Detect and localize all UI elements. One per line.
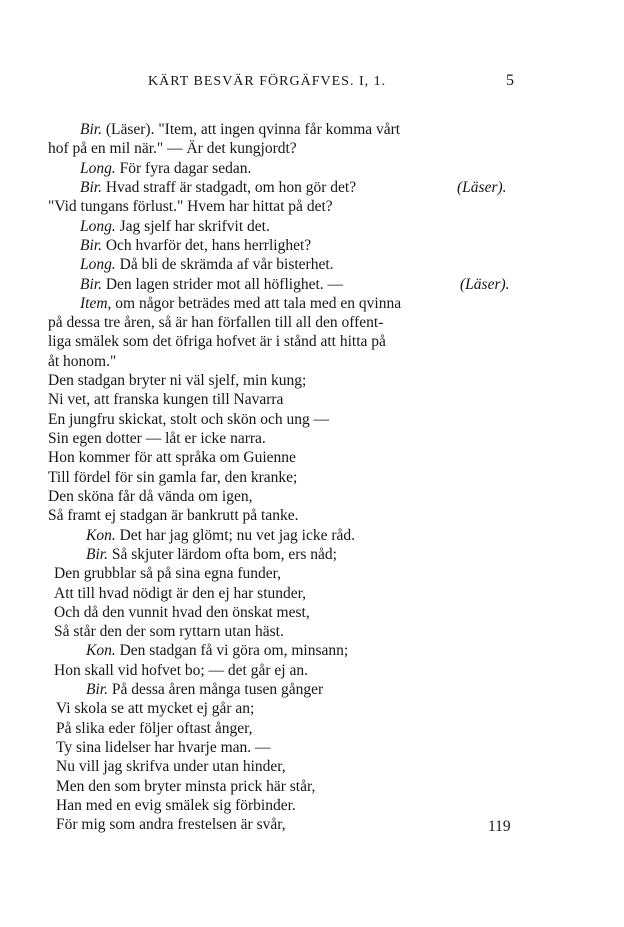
stage-direction: (Läser). — [460, 275, 510, 293]
line-text: Den lagen strider mot all höflighet. — — [101, 275, 344, 293]
line-text: Till fördel för sin gamla far, den kranke; — [48, 468, 298, 486]
line-text: Hon kommer för att språka om Guienne — [48, 449, 296, 467]
text-line — [0, 680, 624, 699]
text-line — [0, 641, 624, 660]
text-line — [0, 603, 624, 622]
line-text: Den stadgan få vi göra om, minsann; — [115, 642, 349, 660]
text-line — [0, 371, 624, 390]
text-line — [0, 777, 624, 796]
line-text: Nu vill jag skrifva under utan hinder, — [56, 758, 286, 776]
text-line — [0, 738, 624, 757]
line-text: Han med en evig smälek sig förbinder. — [56, 796, 296, 814]
page-number: 5 — [506, 72, 514, 89]
play-text — [0, 120, 624, 835]
text-line — [0, 448, 624, 467]
text-line — [0, 159, 624, 178]
line-text: Ty sina lidelser har hvarje man. — — [56, 739, 271, 756]
page-header — [0, 74, 624, 98]
text-line — [0, 506, 624, 525]
line-text: Så skjuter lärdom ofta bom, ers nåd; — [107, 545, 337, 563]
line-text: Då bli de skrämda af vår bisterhet. — [115, 256, 334, 274]
line-text: om någor beträdes med att tala med en qvinna — [111, 294, 402, 312]
text-line — [0, 545, 624, 564]
speaker-name: Kon. — [86, 642, 116, 660]
line-text: För mig som andra frestelsen är svår, — [56, 816, 286, 834]
line-text: Hvad straff är stadgadt, om hon gör det? — [101, 178, 357, 196]
line-text: Och hvarför det, hans herrlighet? — [101, 236, 312, 254]
text-line — [0, 178, 624, 197]
running-title: KÄRT BESVÄR FÖRGÄFVES. I, 1. — [148, 74, 387, 89]
text-line — [0, 236, 624, 255]
speaker-name: Long. — [80, 256, 116, 274]
speaker-name: Long. — [80, 159, 116, 177]
speaker-name: Bir. — [80, 121, 102, 138]
text-line — [0, 815, 624, 834]
text-line — [0, 275, 624, 294]
speaker-name: Long. — [80, 217, 116, 235]
line-text: Men den som bryter minsta prick här står, — [56, 777, 316, 795]
text-line — [0, 197, 624, 216]
speaker-name: Item, — [80, 294, 112, 312]
text-line — [0, 487, 624, 506]
text-line — [0, 429, 624, 448]
speaker-name: Bir. — [86, 545, 108, 563]
speaker-name: Bir. — [86, 681, 108, 699]
text-line — [0, 584, 624, 603]
line-text: Vi skola se att mycket ej går an; — [56, 700, 255, 718]
text-line — [0, 390, 624, 409]
line-text: Det har jag glömt; nu vet jag icke råd. — [115, 526, 356, 544]
text-line — [0, 468, 624, 487]
line-text: åt honom." — [48, 352, 117, 370]
line-text: Jag sjelf har skrifvit det. — [115, 217, 270, 235]
line-text: Den sköna får då vända om igen, — [48, 487, 253, 505]
line-text: Hon skall vid hofvet bo; — det går ej an. — [54, 661, 308, 679]
text-line — [0, 217, 624, 236]
speaker-name: Bir. — [80, 236, 102, 254]
text-line — [0, 255, 624, 274]
line-text: Så framt ej stadgan är bankrutt på tanke. — [48, 507, 299, 525]
text-line — [0, 757, 624, 776]
line-text: på dessa tre åren, så är han förfallen till all den offent- — [48, 314, 384, 332]
text-line — [0, 622, 624, 641]
text-line — [0, 294, 624, 313]
text-line — [0, 352, 624, 371]
text-line — [0, 526, 624, 545]
line-text: På dessa åren många tusen gånger — [107, 681, 324, 699]
speaker-name: Bir. — [80, 275, 102, 293]
line-text: liga smälek som det öfriga hofvet är i stånd att hitta på — [48, 333, 386, 351]
text-line — [0, 313, 624, 332]
line-text: hof på en mil när." — Är det kungjordt? — [48, 140, 297, 158]
line-text: Ni vet, att franska kungen till Navarra — [48, 391, 284, 409]
signature-number: 119 — [488, 818, 511, 835]
text-line — [0, 332, 624, 351]
text-line — [0, 719, 624, 738]
text-line — [0, 139, 624, 158]
line-text: Att till hvad nödigt är den ej har stunder, — [54, 584, 307, 602]
stage-direction: (Läser). — [457, 178, 507, 196]
line-text: Och då den vunnit hvad den önskat mest, — [54, 603, 310, 621]
line-text: Sin egen dotter — låt er icke narra. — [48, 430, 266, 447]
line-text: "Vid tungans förlust." Hvem har hittat på det? — [48, 198, 333, 216]
line-text: På slika eder följer oftast ånger, — [56, 719, 253, 737]
text-line — [0, 796, 624, 815]
line-text: Den grubblar så på sina egna funder, — [54, 565, 282, 583]
text-line — [0, 564, 624, 583]
text-line — [0, 699, 624, 718]
text-line — [0, 410, 624, 429]
line-text: En jungfru skickat, stolt och skön och ung — — [48, 410, 330, 428]
text-line — [0, 120, 624, 139]
line-text: För fyra dagar sedan. — [115, 159, 252, 177]
speaker-name: Bir. — [80, 178, 102, 196]
line-text: Så står den der som ryttarn utan häst. — [54, 623, 284, 641]
speaker-name: Kon. — [86, 526, 116, 544]
line-text: (Läser). "Item, att ingen qvinna får komma vårt — [101, 121, 401, 138]
line-text: Den stadgan bryter ni väl sjelf, min kung; — [48, 372, 307, 390]
text-line — [0, 661, 624, 680]
